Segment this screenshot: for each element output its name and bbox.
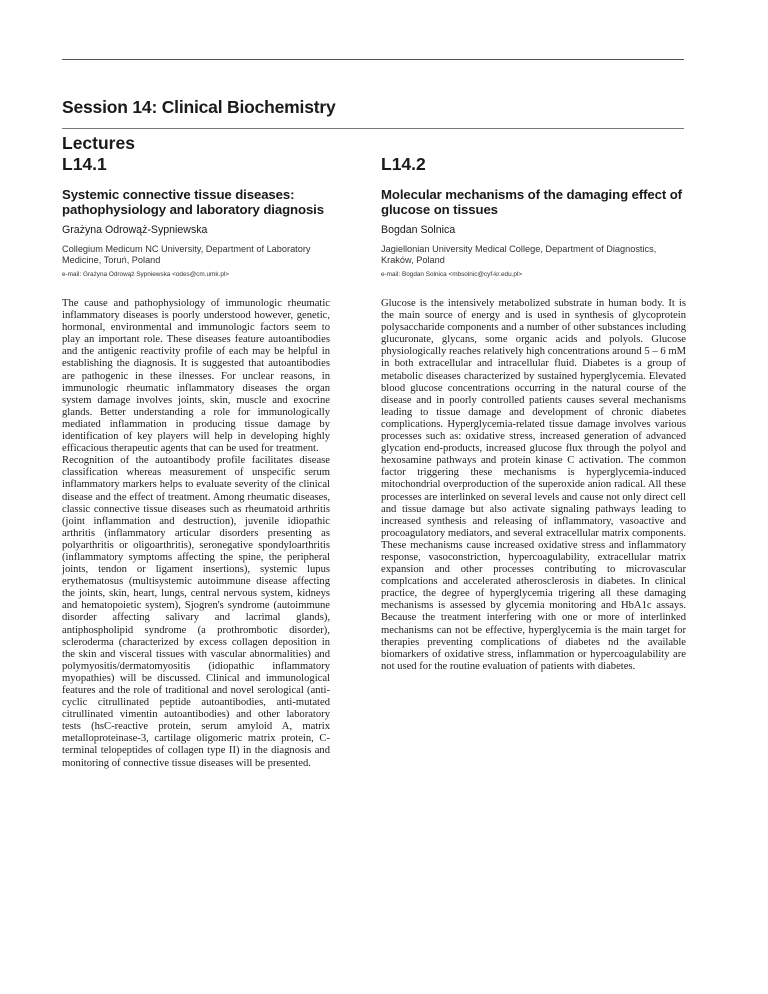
- lecture-email: e-mail: Grażyna Odrowąż Sypniewska <odes@cm.umk.pl>: [62, 271, 230, 278]
- lecture-affiliation: Jagiellonian University Medical College, Department of Diagnostics, Kraków, Poland: [381, 244, 657, 265]
- lectures-heading: Lectures: [62, 133, 135, 153]
- abstract-paragraph: The cause and pathophysiology of immunologic rheumatic inflammatory diseases is poorly understood however, genetic, hormonal, environmental and immunologic factors seem to play an important role. These diseases feature autoantibodies and the antigenic reactivity profile of each may be helpful in establishing the diagnosis. It is suggested that autoantibodies are pathogenic in these ilnesses. For unclear reasons, in immunologic rheumatic inflammatory diseases the organ system damage involves joints, skin, muscle and exocrine glands. Better understanding a role for immunologically mediated inflammation in producing tissue damage by identification of key players will help in developing highly efficacious therapeutic agents that can be used for treatment.: [62, 298, 330, 455]
- lecture-author: Bogdan Solnica: [381, 224, 456, 236]
- lecture-title: Molecular mechanisms of the damaging effect of glucose on tissues: [381, 187, 682, 217]
- lecture-email: e-mail: Bogdan Solnica <mbsolnic@cyf-kr.edu.pl>: [381, 271, 523, 278]
- top-rule: [62, 59, 684, 60]
- lecture-column-right: [381, 153, 686, 673]
- abstract-paragraph: Glucose is the intensively metabolized substrate in human body. It is the main source of energy and is used in synthesis of glycoprotein polysaccharide components and a number of other substances including glucuronate, glycans, some organic acids and polyols. Glucose physiologically reaches relatively high concentrations around 5 – 6 mM in both extracellular and intracellular fluid. Diabetes is a group of metabolic diseases characterized by sustained hyperglycemia. Elevated blood glucose concentrations occurring in the natural course of the disease and in poorly controlled patients causes several mechanisms leading to tissue damage and development of chronic diabetes complications. Hyperglycemia-related tissue damage involves various processes such as: oxidative stress, increased generation of advanced glycation end-products, increased glucose flux through the polyol and hexosamine pathways and protein kinase C activation. The common factor triggering these mechanisms is hyperglycemia-induced mitochondrial overproduction of the superoxide anion radical. All these processes are interlinked on several levels and cause not only direct cell and tissue damage but also activate signaling pathways leading to increased synthesis and releasing of inflammatory, vasoactive and procoagulatory mediators, and several extracellular matrix components. These mechanisms cause increased oxidative stress and inflammatory response, vasoconstriction, hypercoagulability, extracellular matrix expansion and other processes contributing to microvascular complcations and accelerated atherosclerosis in diabetes. In clinical practice, the degree of hyperglycemia trigering all these damaging mechanisms is assessed by glycemia monitoring and HbA1c assays. Because the treatment interfering with one or more of interlinked mechanisms can not be effective, hyperglycemia is the main target for therapies preventing complications of diabetes nd the available biomarkers of oxidative stress, inflammation or hypercoagulability are not used for the routine evaluation of patients with diabetes.: [381, 298, 686, 672]
- lecture-affiliation: Collegium Medicum NC University, Department of Laboratory Medicine, Toruń, Poland: [62, 244, 311, 265]
- lecture-code: L14.2: [381, 154, 426, 174]
- session-title: Session 14: Clinical Biochemistry: [62, 97, 336, 117]
- lecture-column-left: [62, 153, 332, 770]
- lecture-author: Grażyna Odrowąż-Sypniewska: [62, 224, 208, 236]
- lecture-code: L14.1: [62, 154, 107, 174]
- abstract-paragraph: Recognition of the autoantibody profile facilitates disease classification whereas measurement of unspecific serum inflammatory markers helps to evaluate severity of the clinical disease and the effect of treatment. Among rheumatic diseases, classic connective tissue diseases such as rheumatoid arthritis (joint inflammation and destruction), juvenile idiopathic arthritis (inflammatory articular disorders presenting as polyarthritis or oligoarthritis), seronegative spondyloarthritis (inflammatory symptoms affecting the spine, the peripheral joints, tendon or ligament insertions), systemic lupus erythematosus (multisystemic autoimmune disease affecting the joints, skin, heart, lungs, central nervous system, kidneys and hematopoietic system), Sjogren's syndrome (autoimmune disorder affecting salivary and lacrimal glands), antiphospholipid syndrome (a prothrombotic disorder), scleroderma (characterized by excess collagen deposition in the skin and visceral tissues with vascular abnormalities) and polymyositis/dermatomyositis (idiopathic inflammatory myopathies) will be discussed. Clinical and immunological features and the role of traditional and novel serological (anti-cyclic citrullinated peptide autoantibodies, anti-mutated citrullinated vimentin autoantibodies) and other laboratory tests (hsC-reactive protein, serum amyloid A, matrix metalloproteinase-3, cartilage oligomeric matrix protein, C-terminal telopeptides of collagen type II) in the diagnosis and monitoring of connective tissue diseases will be presented.: [62, 455, 330, 769]
- lecture-title: Systemic connective tissue diseases: pathophysiology and laboratory diagnosis: [62, 187, 324, 217]
- section-divider: [62, 128, 684, 129]
